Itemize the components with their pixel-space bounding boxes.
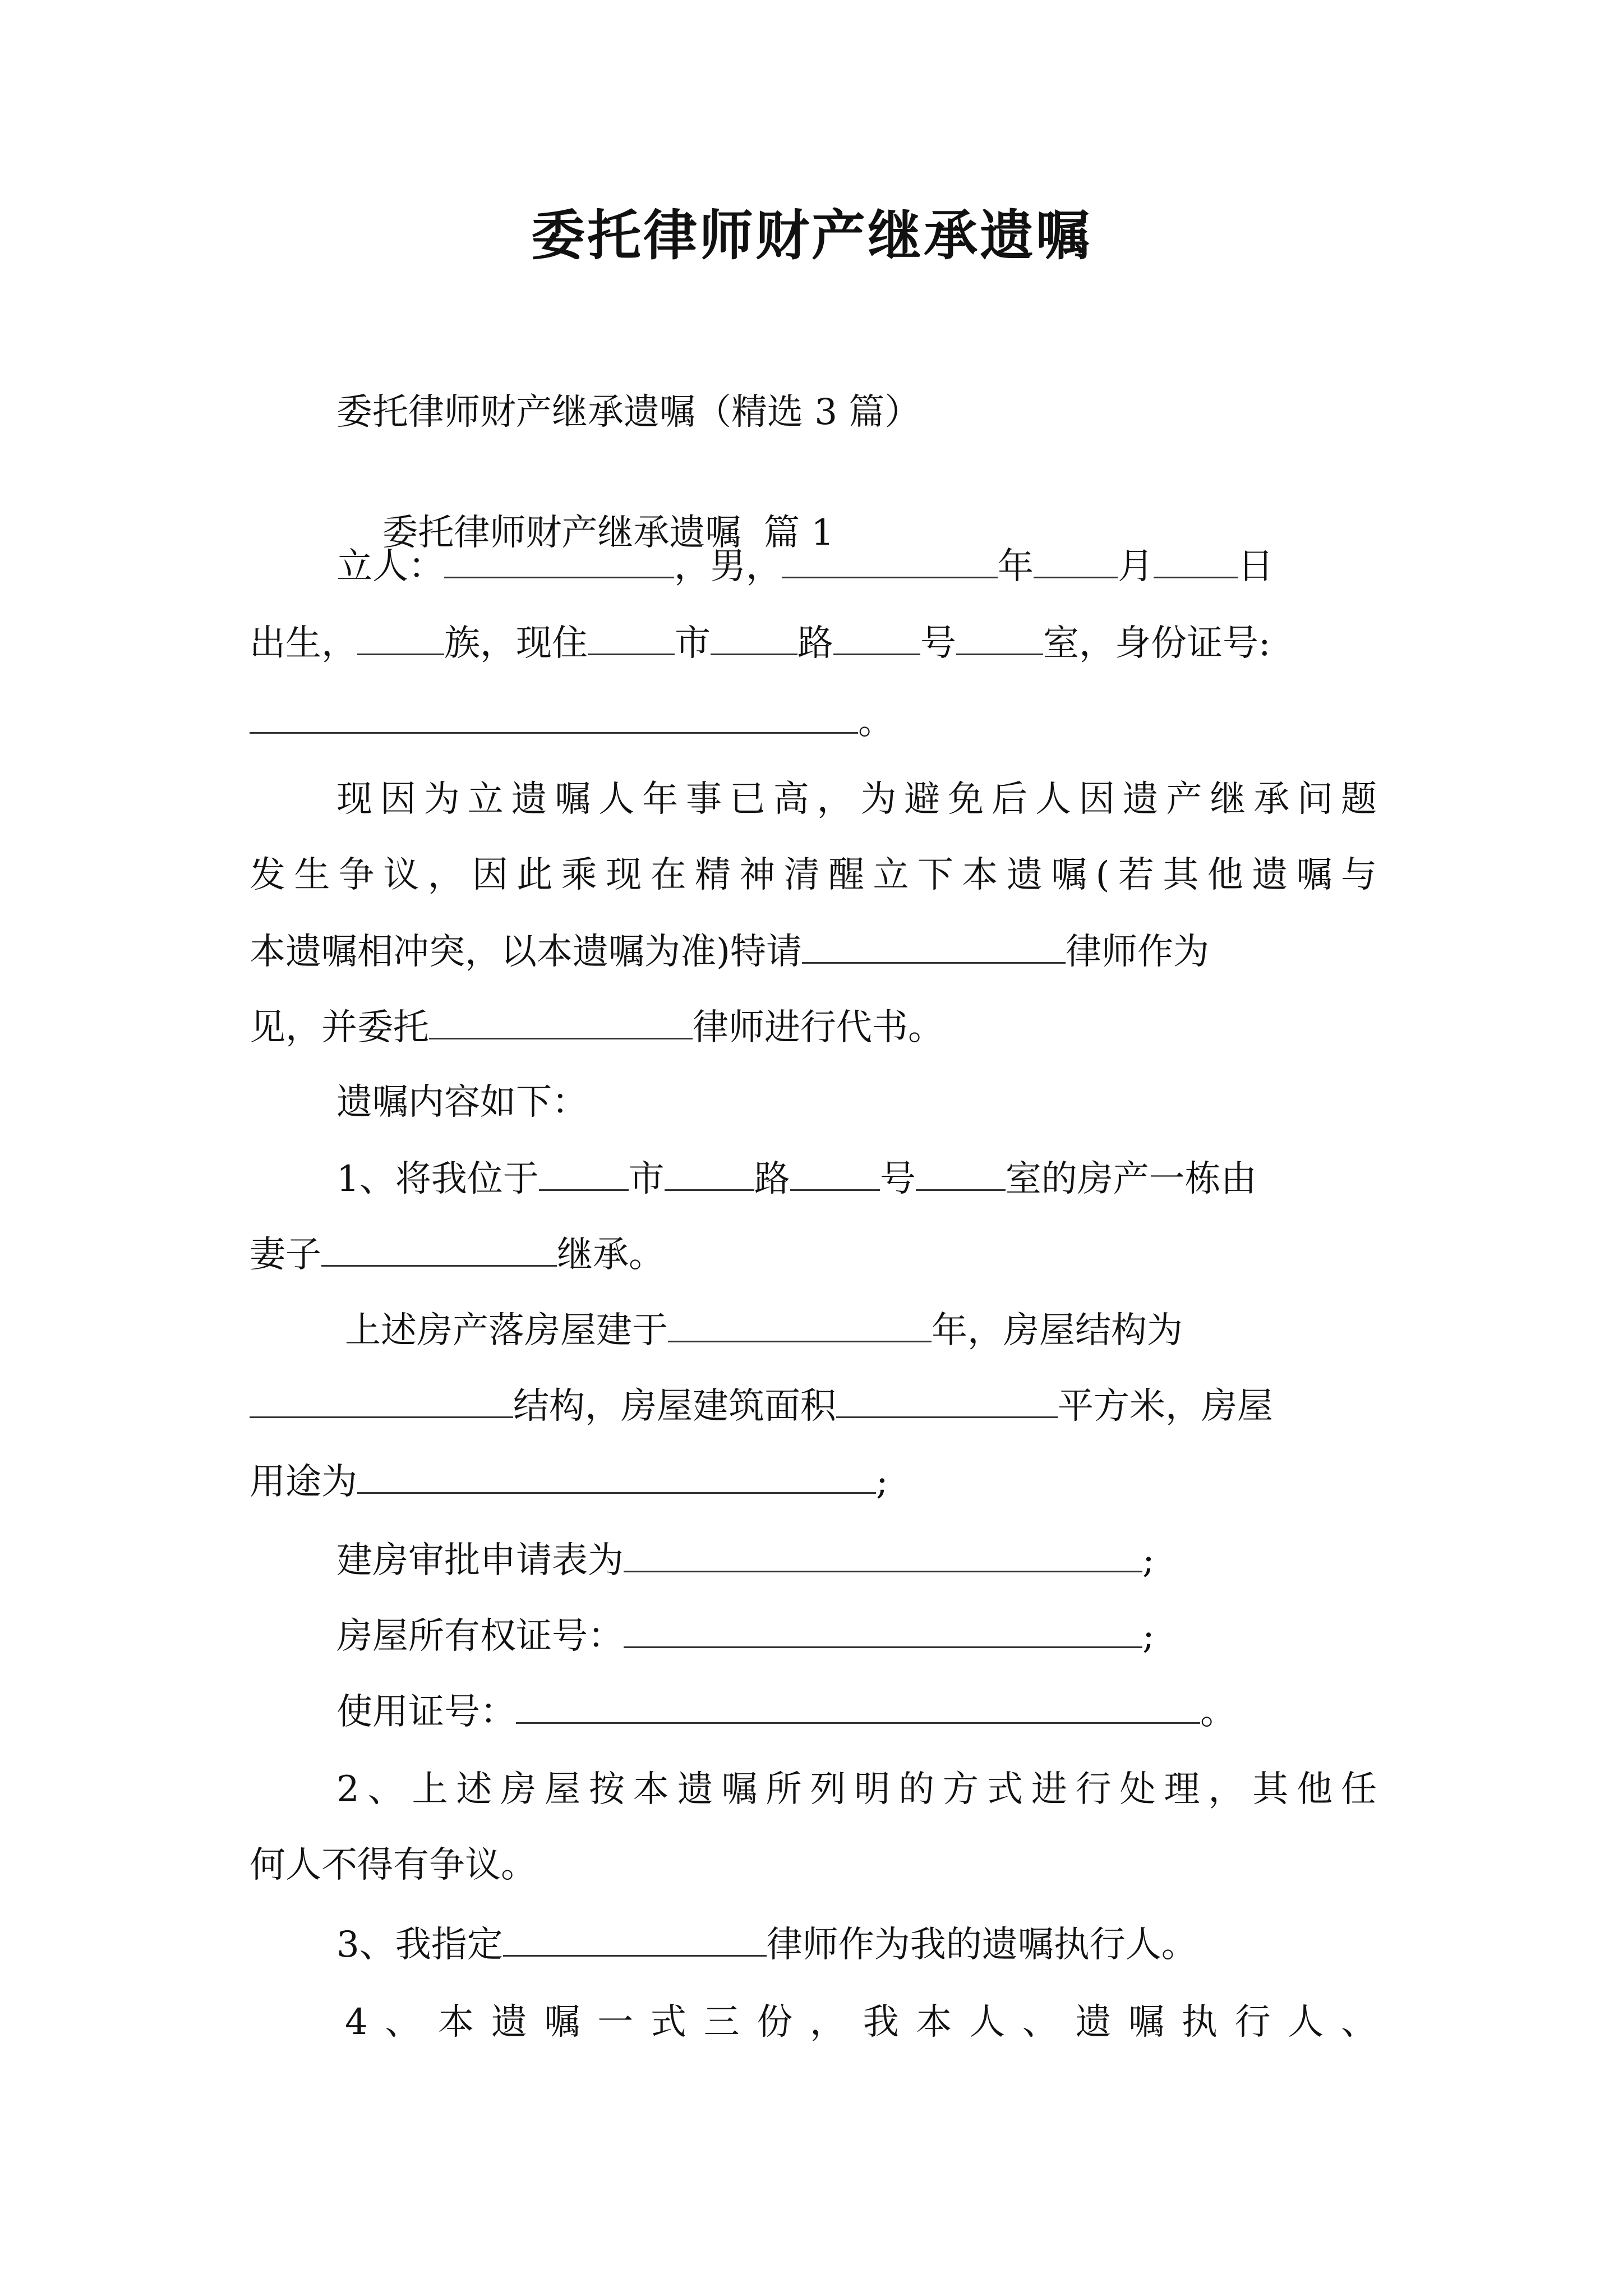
section-heading-text: 委托律师财产继承遗嘱 篇 1 (382, 512, 834, 554)
label-room-id: 室，身份证号: (1043, 623, 1271, 664)
item1-b: 市 (628, 1158, 665, 1200)
id-number-line (250, 698, 894, 744)
use-cert-line (336, 1688, 1236, 1734)
item3-line (336, 1921, 1197, 1967)
city-blank (588, 620, 675, 655)
road-blank (711, 620, 797, 655)
testator-line (336, 543, 1274, 589)
executor-lawyer-blank (503, 1921, 767, 1957)
label-year: 年 (998, 546, 1034, 587)
area-blank (836, 1383, 1058, 1418)
item1-city-blank (539, 1156, 629, 1191)
para1-line3-b: 律师作为 (1065, 931, 1209, 973)
item2-line2-text: 何人不得有争议。 (250, 1844, 537, 1886)
day-blank (1154, 543, 1238, 578)
item1-line2-a: 妻子 (250, 1234, 321, 1276)
approval-blank (624, 1537, 1142, 1572)
label-day: 日 (1238, 546, 1274, 587)
house-line2 (250, 1383, 1273, 1429)
label-male: ，男， (674, 546, 782, 587)
content-intro-text: 遗嘱内容如下： (336, 1082, 588, 1123)
item1-a: 1、将我位于 (336, 1158, 539, 1200)
item1-d: 号 (879, 1158, 916, 1200)
item1-e: 室的房产一栋由 (1005, 1158, 1257, 1200)
subtitle (336, 390, 920, 435)
approval-line (336, 1537, 1155, 1583)
item1-road-blank (665, 1156, 754, 1191)
house-line3-a: 用途为 (250, 1461, 357, 1503)
item1-line2 (250, 1231, 665, 1277)
ownership-cert-end: ; (1142, 1616, 1155, 1657)
para1-line1 (336, 777, 1377, 822)
para1-line4 (250, 1004, 944, 1050)
approval-end: ; (1142, 1540, 1155, 1581)
house-line1-b: 年，房屋结构为 (932, 1310, 1183, 1351)
house-line2-b: 平方米，房屋 (1058, 1386, 1273, 1427)
ownership-cert-line (336, 1613, 1155, 1659)
item1-room-blank (916, 1156, 1006, 1191)
para1-line2-text: 发生争议，因此乘现在精神清醒立下本遗嘱(若其他遗嘱与 (250, 854, 1377, 896)
item2-line1 (336, 1767, 1377, 1812)
room-blank (956, 620, 1043, 655)
use-cert-blank (516, 1688, 1200, 1724)
ownership-cert-label: 房屋所有权证号： (336, 1616, 624, 1657)
use-cert-label: 使用证号： (336, 1691, 516, 1733)
house-line1 (345, 1307, 1183, 1353)
item3-b: 律师作为我的遗嘱执行人。 (766, 1924, 1197, 1966)
id-number-blank (250, 698, 858, 734)
para1-line2 (250, 853, 1377, 898)
para1-line4-a: 见，并委托 (250, 1007, 429, 1048)
label-number: 号 (920, 623, 956, 664)
id-line-end: 。 (858, 701, 894, 743)
residence-line (250, 620, 1271, 666)
ownership-cert-blank (624, 1613, 1142, 1648)
item1-line1 (336, 1156, 1257, 1202)
wife-name-blank (321, 1231, 557, 1267)
para1-line1-text: 现因为立遗嘱人年事已高，为避免后人因遗产继承问题 (336, 779, 1377, 820)
build-year-blank (668, 1307, 932, 1342)
item1-line2-b: 继承。 (557, 1234, 665, 1276)
para1-line3 (250, 928, 1209, 974)
house-line3-b: ; (876, 1461, 888, 1503)
item4-line1 (345, 2000, 1377, 2045)
approval-label: 建房审批申请表为 (336, 1540, 624, 1581)
name-blank (444, 543, 674, 578)
ethnicity-blank (357, 620, 444, 655)
para1-line4-b: 律师进行代书。 (693, 1007, 944, 1048)
number-blank (833, 620, 920, 655)
use-cert-end: 。 (1200, 1691, 1236, 1733)
item3-a: 3、我指定 (336, 1924, 503, 1966)
year-blank (782, 543, 998, 578)
house-line1-a: 上述房产落房屋建于 (345, 1310, 668, 1351)
label-ethnicity: 族，现住 (444, 623, 588, 664)
label-city: 市 (675, 623, 711, 664)
subtitle-text: 委托律师财产继承遗嘱（精选 3 篇） (336, 392, 921, 433)
usage-blank (357, 1458, 876, 1494)
document-title: 委托律师财产继承遗嘱 (531, 204, 1092, 267)
label-testator: 立人： (336, 546, 444, 587)
label-month: 月 (1118, 546, 1154, 587)
structure-blank (250, 1383, 513, 1418)
item1-c: 路 (754, 1158, 790, 1200)
house-line3 (250, 1458, 888, 1504)
label-born: 出生， (250, 623, 357, 664)
label-road: 路 (797, 623, 833, 664)
item4-line1-text: 4、本遗嘱一式三份，我本人、遗嘱执行人、 (345, 2001, 1377, 2043)
item2-line2 (250, 1843, 537, 1888)
witness-lawyer-blank (802, 928, 1066, 964)
para1-line3-a: 本遗嘱相冲突，以本遗嘱为准)特请 (250, 931, 802, 973)
item2-line1-text: 2、上述房屋按本遗嘱所列明的方式进行处理，其他任 (336, 1769, 1377, 1810)
content-intro (336, 1080, 588, 1125)
month-blank (1034, 543, 1118, 578)
drafting-lawyer-blank (429, 1004, 693, 1039)
item1-number-blank (790, 1156, 880, 1191)
house-line2-a: 结构，房屋建筑面积 (513, 1386, 836, 1427)
